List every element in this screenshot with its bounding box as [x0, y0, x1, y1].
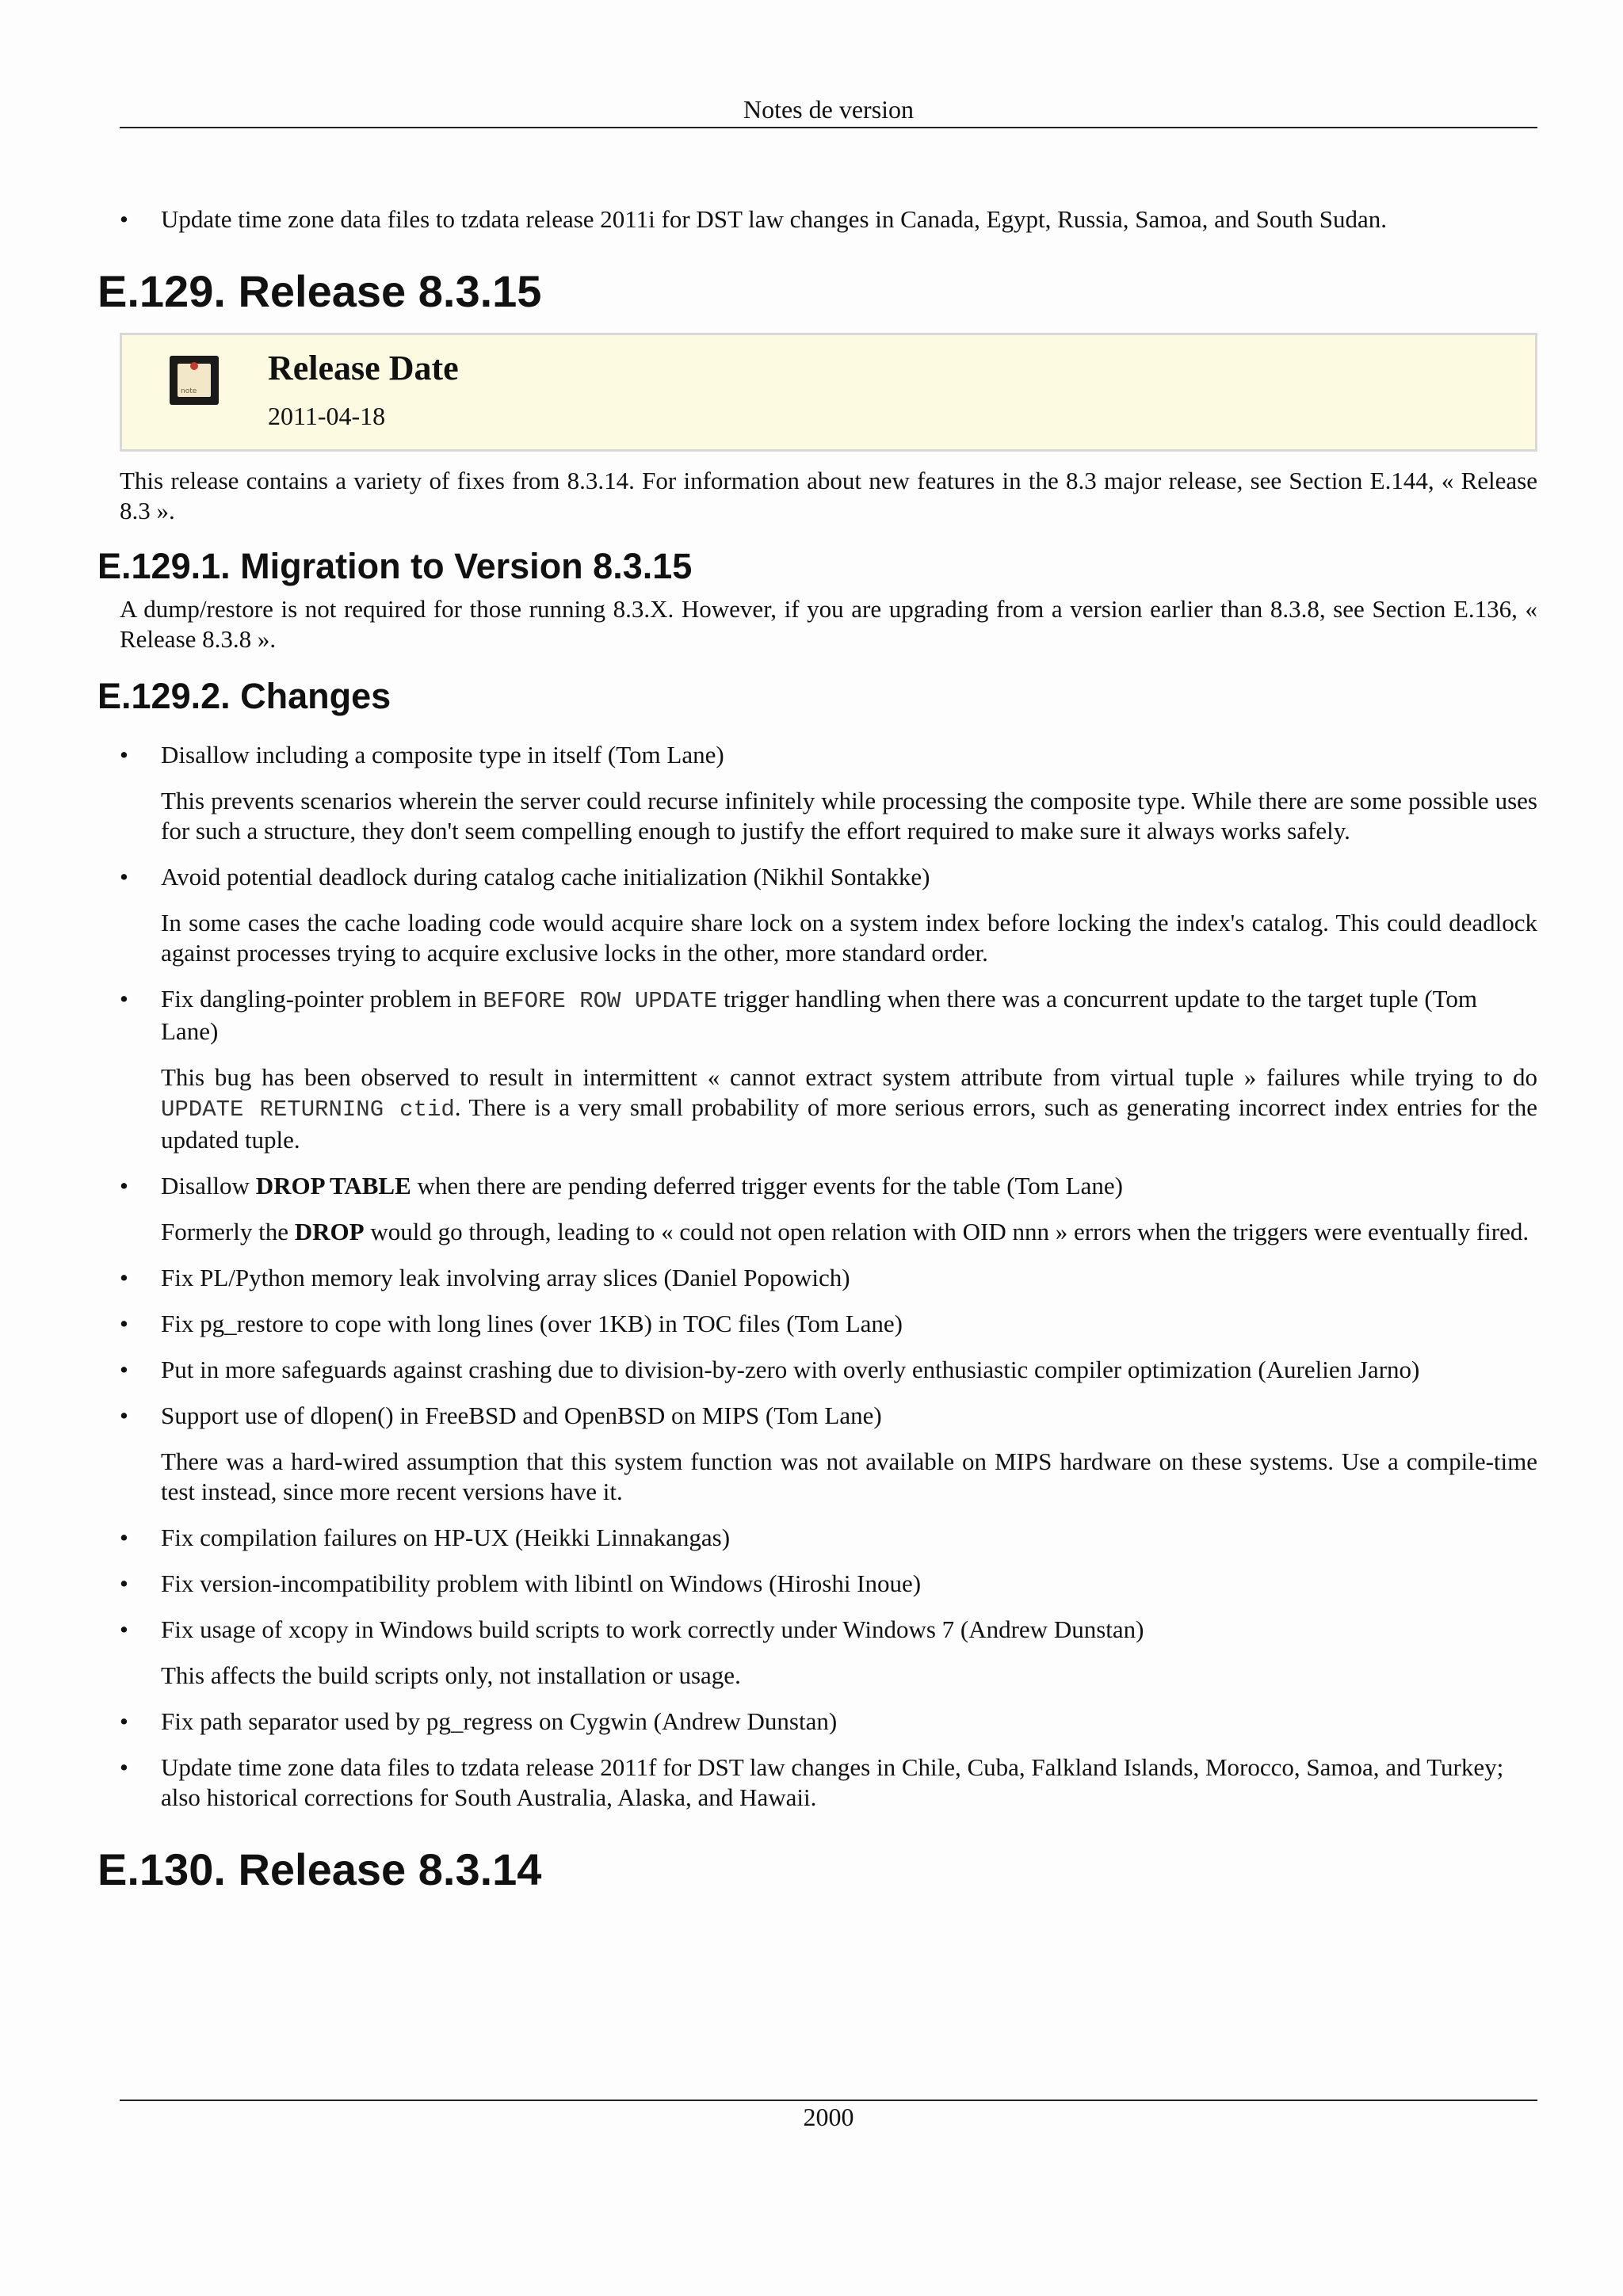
code-literal: UPDATE RETURNING ctid [161, 1097, 455, 1123]
release-date: 2011-04-18 [268, 402, 386, 430]
code-literal: BEFORE ROW UPDATE [483, 988, 718, 1014]
list-item: • Fix version-incompatibility problem with libintl on Windows (Hiroshi Inoue) [120, 1569, 1537, 1599]
next-section-title: E.130. Release 8.3.14 [97, 1844, 542, 1894]
section-title: E.129. Release 8.3.15 [97, 266, 542, 316]
list-item: • Disallow DROP TABLE when there are pending deferred trigger events for the table (Tom Lane) Formerly the DROP would go through, leading to « could not open relation with OID nnn » errors when the triggers were eventually fired. [120, 1171, 1537, 1247]
list-item: • Fix dangling-pointer problem in BEFORE ROW UPDATE trigger handling when there was a concurrent update to the target tuple (Tom Lane) This bug has been observed to result in intermittent « cannot extract system attribute from virtual tuple » failures while trying to do UPDATE RETURNING ctid. There is a very small probability of more serious errors, such as generating incorrect index entries for the updated tuple. [120, 984, 1537, 1155]
release-date-note [120, 333, 1537, 452]
list-item: • Fix compilation failures on HP-UX (Heikki Linnakangas) [120, 1523, 1537, 1553]
page-number: 2000 [803, 2103, 854, 2131]
list-item: • Put in more safeguards against crashing due to division-by-zero with overly enthusiastic compiler optimization (Aurelien Jarno) [120, 1355, 1537, 1385]
list-item: • Update time zone data files to tzdata release 2011i for DST law changes in Canada, Egypt, Russia, Samoa, and South Sudan. [120, 204, 1537, 235]
release-intro: This release contains a variety of fixes from 8.3.14. For information about new features in the 8.3 major release, see Section E.144, « Release 8.3 ». [120, 467, 1537, 524]
command-name: DROP TABLE [255, 1172, 411, 1199]
list-item: • Fix path separator used by pg_regress on Cygwin (Andrew Dunstan) [120, 1707, 1537, 1737]
list-item: • Support use of dlopen() in FreeBSD and OpenBSD on MIPS (Tom Lane) There was a hard-wired assumption that this system function was not available on MIPS hardware on these systems. Use a compile-time test instead, since more recent versions have it. [120, 1401, 1537, 1507]
note-icon: note [170, 356, 219, 405]
page-content [97, 204, 1537, 1895]
list-item: • Fix usage of xcopy in Windows build scripts to work correctly under Windows 7 (Andrew Dunstan) This affects the build scripts only, not installation or usage. [120, 1615, 1537, 1691]
changes-title: E.129.2. Changes [97, 676, 391, 716]
list-item: • Fix pg_restore to cope with long lines (over 1KB) in TOC files (Tom Lane) [120, 1309, 1537, 1339]
list-item: • Avoid potential deadlock during catalog cache initialization (Nikhil Sontakke) In some cases the cache loading code would acquire share lock on a system index before locking the index's catalog. This could deadlock against processes trying to acquire exclusive locks in the other, more standard order. [120, 862, 1537, 968]
note-title: Release Date [268, 349, 459, 387]
migration-title: E.129.1. Migration to Version 8.3.15 [97, 546, 693, 586]
command-name: DROP [294, 1218, 365, 1245]
running-header: Notes de version [743, 95, 915, 124]
list-item: • Update time zone data files to tzdata release 2011f for DST law changes in Chile, Cuba, Falkland Islands, Morocco, Samoa, and Turkey; also historical corrections for South Australia, Alaska, and Hawaii. [120, 1753, 1537, 1813]
migration-text: A dump/restore is not required for those running 8.3.X. However, if you are upgrading from a version earlier than 8.3.8, see Section E.136, « Release 8.3.8 ». [120, 595, 1537, 653]
intro-list [120, 204, 1537, 235]
list-item: • Fix PL/Python memory leak involving array slices (Daniel Popowich) [120, 1263, 1537, 1293]
changes-list [120, 740, 1537, 1813]
list-item: • Disallow including a composite type in itself (Tom Lane) This prevents scenarios wherein the server could recurse infinitely while processing the composite type. While there are some possible uses for such a structure, they don't seem compelling enough to justify the effort required to make sure it always works safely. [120, 740, 1537, 846]
header-rule [120, 127, 1537, 128]
